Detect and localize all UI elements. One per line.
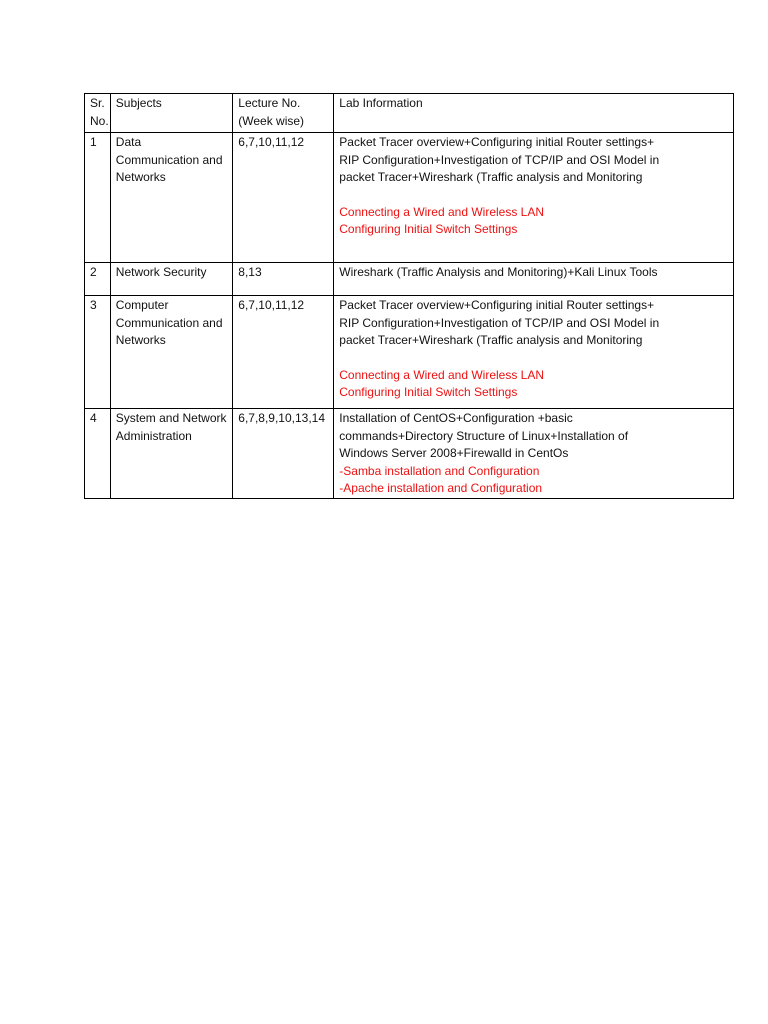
lab-info-line: RIP Configuration+Investigation of TCP/IP and OSI Model in — [339, 152, 660, 167]
table-row — [85, 296, 734, 409]
lab-info-line: Packet Tracer overview+Configuring initial Router settings+ — [339, 298, 655, 312]
lab-info-line: packet Tracer+Wireshark (Traffic analysis and Monitoring — [339, 170, 643, 184]
lab-info-cell — [334, 409, 734, 499]
lab-info-line: RIP Configuration+Investigation of TCP/IP and OSI Model in — [339, 315, 660, 330]
header-row — [85, 94, 734, 133]
lab-info-line: Packet Tracer overview+Configuring initial Router settings+ — [339, 135, 655, 149]
header-lecture-line-2: (Week wise) — [238, 113, 305, 128]
lecture-cell: 6,7,10,11,12 — [233, 296, 334, 409]
sr-no-cell: 4 — [85, 409, 111, 499]
lab-info-highlight: Connecting a Wired and Wireless LAN — [339, 204, 545, 219]
header-subjects: Subjects — [110, 94, 232, 133]
lab-info-line: Windows Server 2008+Firewalld in CentOs — [339, 446, 569, 460]
lab-info-line: Wireshark (Traffic Analysis and Monitoring)+Kali Linux Tools — [339, 265, 658, 279]
lab-info-line: packet Tracer+Wireshark (Traffic analysis and Monitoring — [339, 333, 643, 347]
lab-info-cell — [334, 296, 734, 409]
lecture-cell: 6,7,8,9,10,13,14 — [233, 409, 334, 499]
lab-schedule-table — [84, 93, 734, 499]
table-row — [85, 409, 734, 499]
lab-info-line: commands+Directory Structure of Linux+Installation of — [339, 428, 629, 443]
header-lecture-line-1: Lecture No. — [238, 96, 301, 110]
lab-info-line: Installation of CentOS+Configuration +basic — [339, 411, 573, 425]
lab-info-highlight: Configuring Initial Switch Settings — [339, 385, 518, 399]
lab-info-cell — [334, 133, 734, 263]
header-sr-no — [85, 94, 111, 133]
subject-cell: Network Security — [110, 263, 232, 296]
lab-info-highlight: -Samba installation and Configuration — [339, 463, 540, 478]
header-sr-line-1: Sr. — [90, 96, 105, 110]
subject-cell: Data Communication and Networks — [110, 133, 232, 263]
lab-info-highlight: Connecting a Wired and Wireless LAN — [339, 367, 545, 382]
sr-no-cell: 3 — [85, 296, 111, 409]
header-lab-information: Lab Information — [334, 94, 734, 133]
sr-no-cell: 2 — [85, 263, 111, 296]
subject-cell: Computer Communication and Networks — [110, 296, 232, 409]
sr-no-cell: 1 — [85, 133, 111, 263]
table-row — [85, 133, 734, 263]
lab-info-highlight: -Apache installation and Configuration — [339, 481, 543, 495]
lab-info-cell — [334, 263, 734, 296]
lecture-cell: 6,7,10,11,12 — [233, 133, 334, 263]
spacer — [339, 350, 728, 367]
table-row — [85, 263, 734, 296]
spacer — [339, 187, 728, 204]
header-sr-line-2: No. — [90, 113, 109, 128]
header-lecture-no — [233, 94, 334, 133]
lecture-cell: 8,13 — [233, 263, 334, 296]
lab-info-highlight: Configuring Initial Switch Settings — [339, 222, 518, 236]
subject-cell: System and Network Administration — [110, 409, 232, 499]
